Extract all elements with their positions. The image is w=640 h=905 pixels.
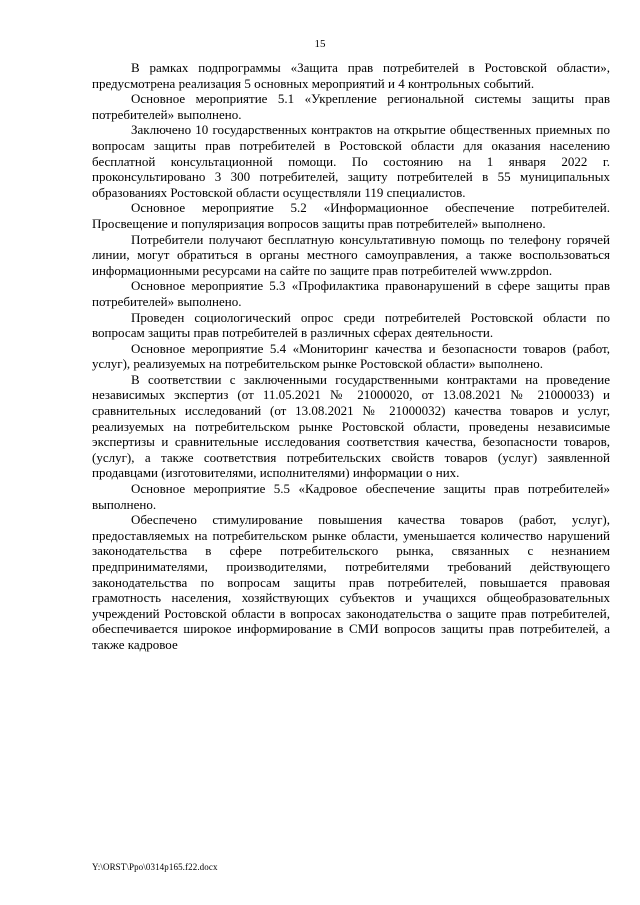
- paragraph-expertise: В соответствии с заключенными государственными контрактами на проведение независимых экспертиз (от 11.05.2021 № 21000020, от 13.08.2021 № 21000033) и сравнительных исследований (от 13.08.2021 № 21000032) качества товаров и услуг, реализуемых на потребительском рынке Ростовской области, проведены независимые экспертизы и сравнительные исследования соответствия качества, безопасности товаров, (услуг), а также соответствия потребительских свойств товаров (услуг) заявленной продавцами (изготовителями, исполнителями) информации о них.: [92, 371, 610, 481]
- paragraph-contracts: Заключено 10 государственных контрактов на открытие общественных приемных по вопросам защиты прав потребителей в Ростовской области для оказания населению бесплатной консультационной помощи. По состоянию на 1 января 2022 г. проконсультировано 3 300 потребителей, защиту потребителей в 55 муниципальных образованиях Ростовской области осуществляли 119 специалистов.: [92, 122, 610, 200]
- paragraph-survey: Проведен социологический опрос среди потребителей Ростовской области по вопросам защиты прав потребителей в различных сферах деятельности.: [92, 309, 610, 341]
- paragraph-measure-5-1: Основное мероприятие 5.1 «Укрепление региональной системы защиты прав потребителей» выполнено.: [92, 91, 610, 122]
- paragraph-measure-5-4: Основное мероприятие 5.4 «Мониторинг качества и безопасности товаров (работ, услуг), реализуемых на потребительском рынке Ростовской области» выполнено.: [92, 340, 610, 372]
- body-text: [92, 60, 610, 653]
- paragraph-measure-5-3: Основное мероприятие 5.3 «Профилактика правонарушений в сфере защиты прав потребителей» выполнено.: [92, 278, 610, 309]
- paragraph-hotline: Потребители получают бесплатную консультативную помощь по телефону горячей линии, могут обратиться в органы местного самоуправления, а также воспользоваться информационными ресурсами на сайте по защите прав потребителей www.zppdon.: [92, 231, 610, 278]
- paragraph-results: Обеспечено стимулирование повышения качества товаров (работ, услуг), предоставляемых на потребительском рынке области, уменьшается количество нарушений законодательства в сфере потребительского рынка, связанных с незнанием предпринимателями, производителями, потребителями требований действующего законодательства по вопросам защиты прав потребителей, повышается правовая грамотность населения, хозяйствующих субъектов и учащихся общеобразовательных учреждений Ростовской области в вопросах законодательства о защите прав потребителей, обеспечивается широкое информирование в СМИ вопросов защиты прав потребителей, а также кадровое: [92, 512, 610, 652]
- paragraph-subprogram-intro: В рамках подпрограммы «Защита прав потребителей в Ростовской области», предусмотрена реализация 5 основных мероприятий и 4 контрольных событий.: [92, 60, 610, 91]
- footer-file-path: Y:\ORST\Ppo\0314p165.f22.docx: [92, 862, 218, 872]
- page-number: 15: [314, 38, 326, 50]
- paragraph-measure-5-5: Основное мероприятие 5.5 «Кадровое обеспечение защиты прав потребителей» выполнено.: [92, 481, 610, 512]
- paragraph-measure-5-2: Основное мероприятие 5.2 «Информационное обеспечение потребителей. Просвещение и популяризация вопросов защиты прав потребителей» выполнено.: [92, 200, 610, 231]
